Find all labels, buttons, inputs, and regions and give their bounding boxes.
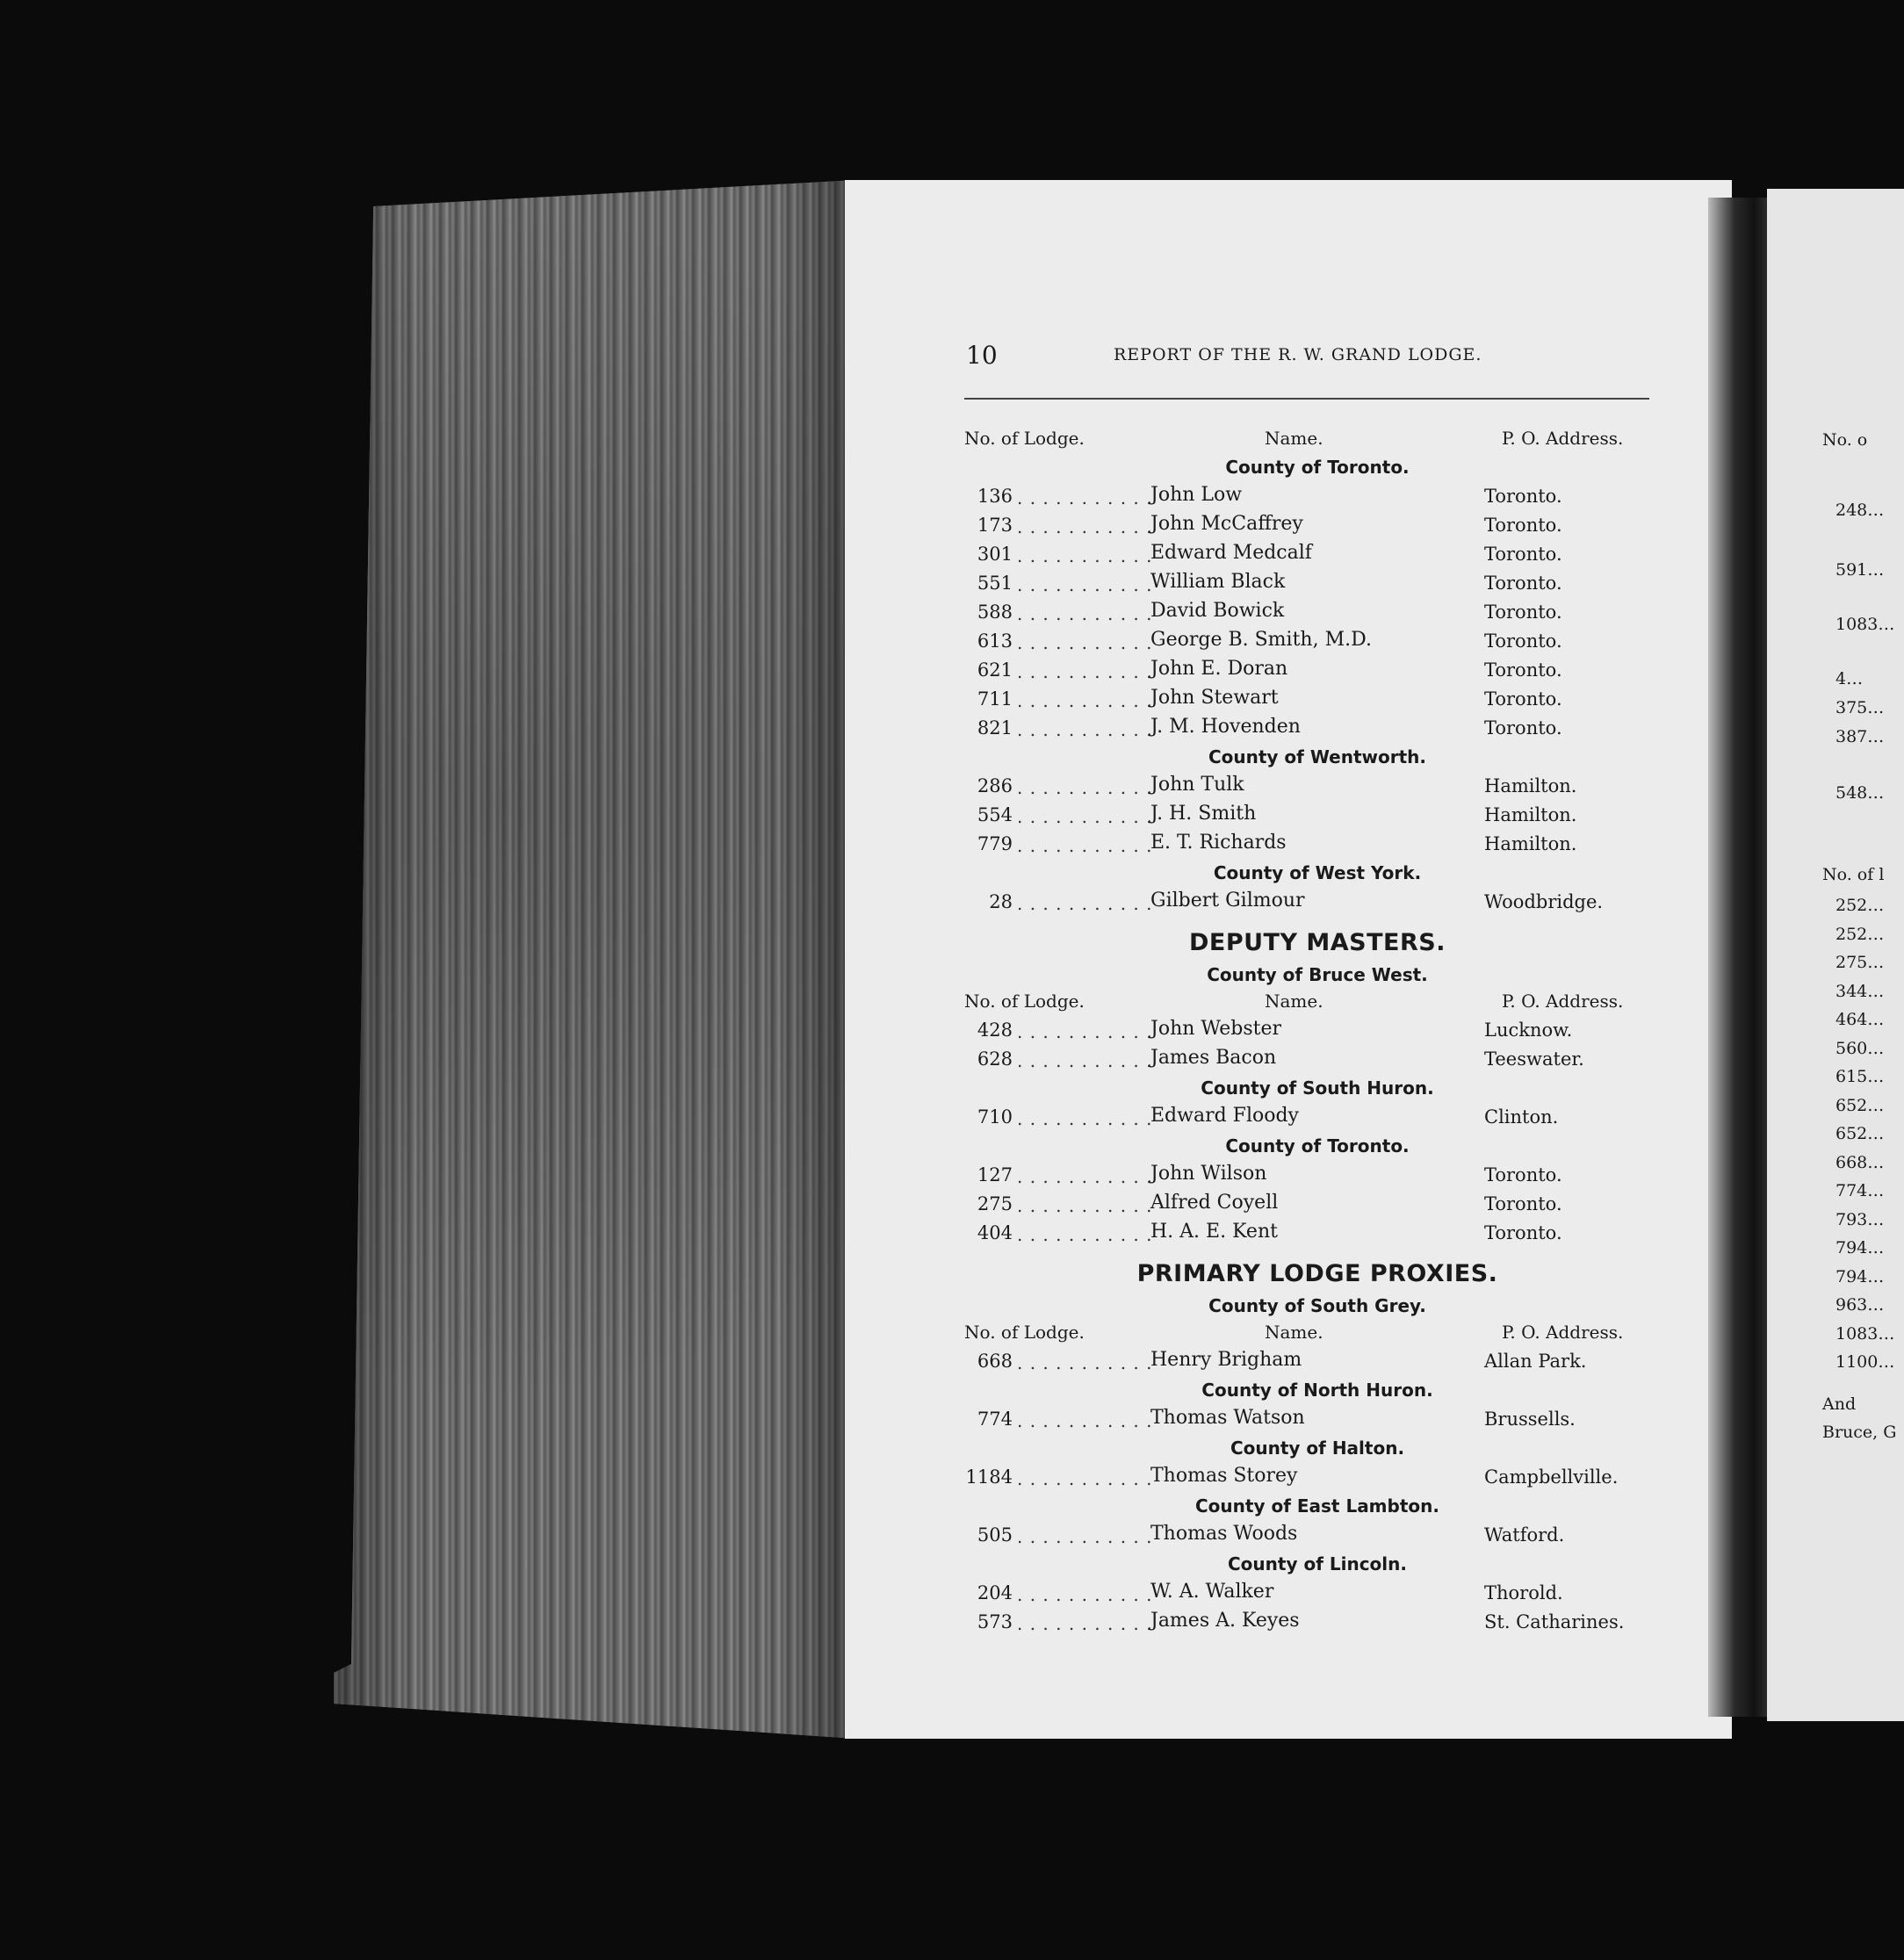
- next-page-fragment: 252…: [1835, 925, 1885, 944]
- next-page-fragment: 615…: [1835, 1067, 1885, 1086]
- member-name: David Bowick: [1150, 600, 1285, 622]
- post-office-address: Woodbridge.: [1484, 891, 1604, 912]
- column-header-name: Name.: [1265, 1322, 1323, 1343]
- leader-dots: . . . . . . . . . . .: [1017, 487, 1153, 508]
- column-header-lodge: No. of Lodge.: [964, 991, 1085, 1012]
- post-office-address: Campbellville.: [1484, 1466, 1619, 1488]
- county-heading: County of South Huron.: [1201, 1077, 1434, 1099]
- section-title: DEPUTY MASTERS.: [1188, 929, 1446, 956]
- next-page-fragment: 652…: [1835, 1096, 1885, 1115]
- next-page-fragment: 344…: [1835, 982, 1885, 1001]
- next-page-fragment: 963…: [1835, 1295, 1885, 1315]
- post-office-address: Brussells.: [1484, 1409, 1576, 1430]
- leader-dots: . . . . . . . . . . .: [1017, 574, 1153, 595]
- leader-dots: . . . . . . . . . . .: [1017, 719, 1153, 740]
- member-name: H. A. E. Kent: [1150, 1221, 1278, 1243]
- column-header-lodge: No. of Lodge.: [964, 428, 1085, 449]
- post-office-address: Toronto.: [1484, 573, 1562, 594]
- member-name: Thomas Storey: [1150, 1465, 1298, 1487]
- lodge-number: 404: [977, 1222, 1013, 1243]
- column-header-name: Name.: [1265, 991, 1323, 1012]
- county-heading: County of Toronto.: [1225, 1135, 1410, 1157]
- book-gutter: [1708, 198, 1774, 1717]
- next-page-fragment: 1100…: [1835, 1352, 1895, 1372]
- post-office-address: Toronto.: [1484, 1164, 1562, 1185]
- leader-dots: . . . . . . . . . . .: [1017, 1352, 1153, 1373]
- next-page-fragment: 668…: [1835, 1153, 1885, 1172]
- leader-dots: . . . . . . . . . . .: [1017, 661, 1153, 682]
- book-page-edges: [334, 180, 856, 1739]
- lodge-number: 628: [977, 1048, 1013, 1070]
- running-title: REPORT OF THE R. W. GRAND LODGE.: [1114, 345, 1482, 364]
- column-header-address: P. O. Address.: [1502, 428, 1624, 449]
- lodge-number: 554: [977, 804, 1013, 825]
- leader-dots: . . . . . . . . . . .: [1017, 516, 1153, 537]
- member-name: George B. Smith, M.D.: [1150, 629, 1372, 651]
- next-page-fragment: 794…: [1835, 1238, 1885, 1257]
- leader-dots: . . . . . . . . . . .: [1017, 603, 1153, 624]
- next-page-fragment: 1083…: [1835, 1324, 1895, 1344]
- member-name: J. H. Smith: [1150, 803, 1257, 825]
- member-name: W. A. Walker: [1150, 1581, 1274, 1603]
- next-page-fragment: 652…: [1835, 1124, 1885, 1143]
- lodge-number: 136: [977, 486, 1013, 507]
- post-office-address: St. Catharines.: [1484, 1611, 1625, 1632]
- next-page-fragment: Bruce, G: [1822, 1423, 1897, 1442]
- post-office-address: Teeswater.: [1484, 1048, 1584, 1070]
- county-heading: County of Bruce West.: [1207, 964, 1428, 985]
- lodge-number: 1184: [965, 1466, 1013, 1488]
- next-page-fragment: 252…: [1835, 896, 1885, 915]
- leader-dots: . . . . . . . . . . .: [1017, 1468, 1153, 1489]
- post-office-address: Toronto.: [1484, 659, 1562, 681]
- next-page-fragment: 774…: [1835, 1181, 1885, 1200]
- post-office-address: Toronto.: [1484, 717, 1562, 739]
- header-rule: [964, 398, 1649, 400]
- next-page-fragment: 375…: [1835, 698, 1885, 717]
- section-title: PRIMARY LODGE PROXIES.: [1136, 1260, 1498, 1287]
- lodge-number: 301: [977, 544, 1013, 565]
- lodge-number: 573: [977, 1611, 1013, 1632]
- leader-dots: . . . . . . . . . . .: [1017, 806, 1153, 827]
- post-office-address: Toronto.: [1484, 1193, 1562, 1214]
- member-name: Thomas Woods: [1150, 1523, 1298, 1545]
- member-name: Edward Medcalf: [1150, 542, 1312, 564]
- lodge-number: 286: [977, 775, 1013, 796]
- member-name: William Black: [1150, 571, 1286, 593]
- post-office-address: Toronto.: [1484, 544, 1562, 565]
- lodge-number: 127: [977, 1164, 1013, 1185]
- post-office-address: Watford.: [1484, 1524, 1565, 1546]
- county-heading: County of East Lambton.: [1195, 1495, 1439, 1517]
- next-page-fragment: 794…: [1835, 1267, 1885, 1286]
- column-header-address: P. O. Address.: [1502, 1322, 1624, 1343]
- county-heading: County of Wentworth.: [1208, 746, 1427, 767]
- post-office-address: Clinton.: [1484, 1106, 1559, 1128]
- member-name: John Tulk: [1150, 774, 1244, 796]
- post-office-address: Hamilton.: [1484, 775, 1577, 796]
- post-office-address: Thorold.: [1484, 1582, 1563, 1603]
- leader-dots: . . . . . . . . . . .: [1017, 1050, 1153, 1071]
- next-page-fragment: 275…: [1835, 953, 1885, 972]
- post-office-address: Lucknow.: [1484, 1020, 1573, 1041]
- leader-dots: . . . . . . . . . . .: [1017, 777, 1153, 798]
- lodge-number: 621: [977, 659, 1013, 681]
- leader-dots: . . . . . . . . . . .: [1017, 1584, 1153, 1605]
- next-page-fragment: No. o: [1822, 430, 1868, 450]
- post-office-address: Toronto.: [1484, 515, 1562, 536]
- leader-dots: . . . . . . . . . . .: [1017, 893, 1153, 914]
- next-page-fragment: 591…: [1835, 560, 1885, 580]
- member-name: E. T. Richards: [1150, 832, 1287, 854]
- lodge-number: 779: [977, 833, 1013, 854]
- lodge-number: 428: [977, 1020, 1013, 1041]
- member-name: James Bacon: [1150, 1047, 1277, 1069]
- post-office-address: Toronto.: [1484, 688, 1562, 710]
- county-heading: County of South Grey.: [1208, 1295, 1426, 1316]
- county-heading: County of Lincoln.: [1228, 1553, 1407, 1574]
- lodge-number: 204: [977, 1582, 1013, 1603]
- post-office-address: Hamilton.: [1484, 833, 1577, 854]
- member-name: Henry Brigham: [1150, 1349, 1302, 1371]
- county-heading: County of Halton.: [1230, 1438, 1405, 1459]
- lodge-number: 551: [977, 573, 1013, 594]
- leader-dots: . . . . . . . . . . .: [1017, 1166, 1153, 1187]
- member-name: John Stewart: [1150, 687, 1279, 709]
- post-office-address: Hamilton.: [1484, 804, 1577, 825]
- county-heading: County of North Huron.: [1201, 1380, 1433, 1401]
- next-page-fragment: 560…: [1835, 1039, 1885, 1058]
- member-name: James A. Keyes: [1150, 1610, 1300, 1632]
- lodge-number: 774: [977, 1409, 1013, 1430]
- member-name: John Webster: [1150, 1018, 1281, 1040]
- post-office-address: Toronto.: [1484, 602, 1562, 623]
- lodge-number: 173: [977, 515, 1013, 536]
- column-header-address: P. O. Address.: [1502, 991, 1624, 1012]
- leader-dots: . . . . . . . . . . .: [1017, 1195, 1153, 1216]
- leader-dots: . . . . . . . . . . .: [1017, 835, 1153, 856]
- leader-dots: . . . . . . . . . . .: [1017, 1021, 1153, 1042]
- lodge-number: 613: [977, 631, 1013, 652]
- post-office-address: Allan Park.: [1484, 1351, 1587, 1372]
- member-name: John Wilson: [1150, 1163, 1267, 1185]
- member-name: Edward Floody: [1150, 1105, 1299, 1127]
- post-office-address: Toronto.: [1484, 1222, 1562, 1243]
- next-page-fragment: 4…: [1835, 669, 1864, 688]
- next-page-fragment: No. of l: [1822, 865, 1885, 884]
- lodge-number: 710: [977, 1106, 1013, 1128]
- lodge-number: 505: [977, 1524, 1013, 1546]
- leader-dots: . . . . . . . . . . .: [1017, 690, 1153, 711]
- leader-dots: . . . . . . . . . . .: [1017, 1613, 1153, 1634]
- lodge-number: 821: [977, 717, 1013, 739]
- leader-dots: . . . . . . . . . . .: [1017, 1224, 1153, 1245]
- county-heading: County of West York.: [1213, 862, 1422, 883]
- leader-dots: . . . . . . . . . . .: [1017, 632, 1153, 653]
- next-page-fragment: 387…: [1835, 727, 1885, 746]
- lodge-number: 588: [977, 602, 1013, 623]
- next-page-fragment: 1083…: [1835, 615, 1895, 634]
- member-name: Alfred Coyell: [1150, 1192, 1279, 1214]
- lodge-number: 668: [977, 1351, 1013, 1372]
- leader-dots: . . . . . . . . . . .: [1017, 1526, 1153, 1547]
- member-name: Gilbert Gilmour: [1150, 890, 1305, 912]
- lodge-number: 28: [989, 891, 1013, 912]
- post-office-address: Toronto.: [1484, 631, 1562, 652]
- next-page-fragment: 548…: [1835, 783, 1885, 803]
- member-name: John E. Doran: [1150, 658, 1288, 680]
- next-page-fragment: 248…: [1835, 501, 1885, 520]
- member-name: Thomas Watson: [1150, 1407, 1305, 1429]
- member-name: John McCaffrey: [1150, 513, 1303, 535]
- column-header-lodge: No. of Lodge.: [964, 1322, 1085, 1343]
- member-name: John Low: [1150, 484, 1243, 506]
- page-number: 10: [966, 341, 998, 370]
- next-page-fragment: 464…: [1835, 1010, 1885, 1029]
- leader-dots: . . . . . . . . . . .: [1017, 545, 1153, 566]
- column-header-name: Name.: [1265, 428, 1323, 449]
- post-office-address: Toronto.: [1484, 486, 1562, 507]
- county-heading: County of Toronto.: [1225, 457, 1410, 478]
- leader-dots: . . . . . . . . . . .: [1017, 1108, 1153, 1129]
- next-page-fragment: 793…: [1835, 1210, 1885, 1229]
- leader-dots: . . . . . . . . . . .: [1017, 1410, 1153, 1431]
- member-name: J. M. Hovenden: [1150, 716, 1301, 738]
- lodge-number: 275: [977, 1193, 1013, 1214]
- lodge-number: 711: [977, 688, 1013, 710]
- next-page-fragment: And: [1822, 1394, 1857, 1414]
